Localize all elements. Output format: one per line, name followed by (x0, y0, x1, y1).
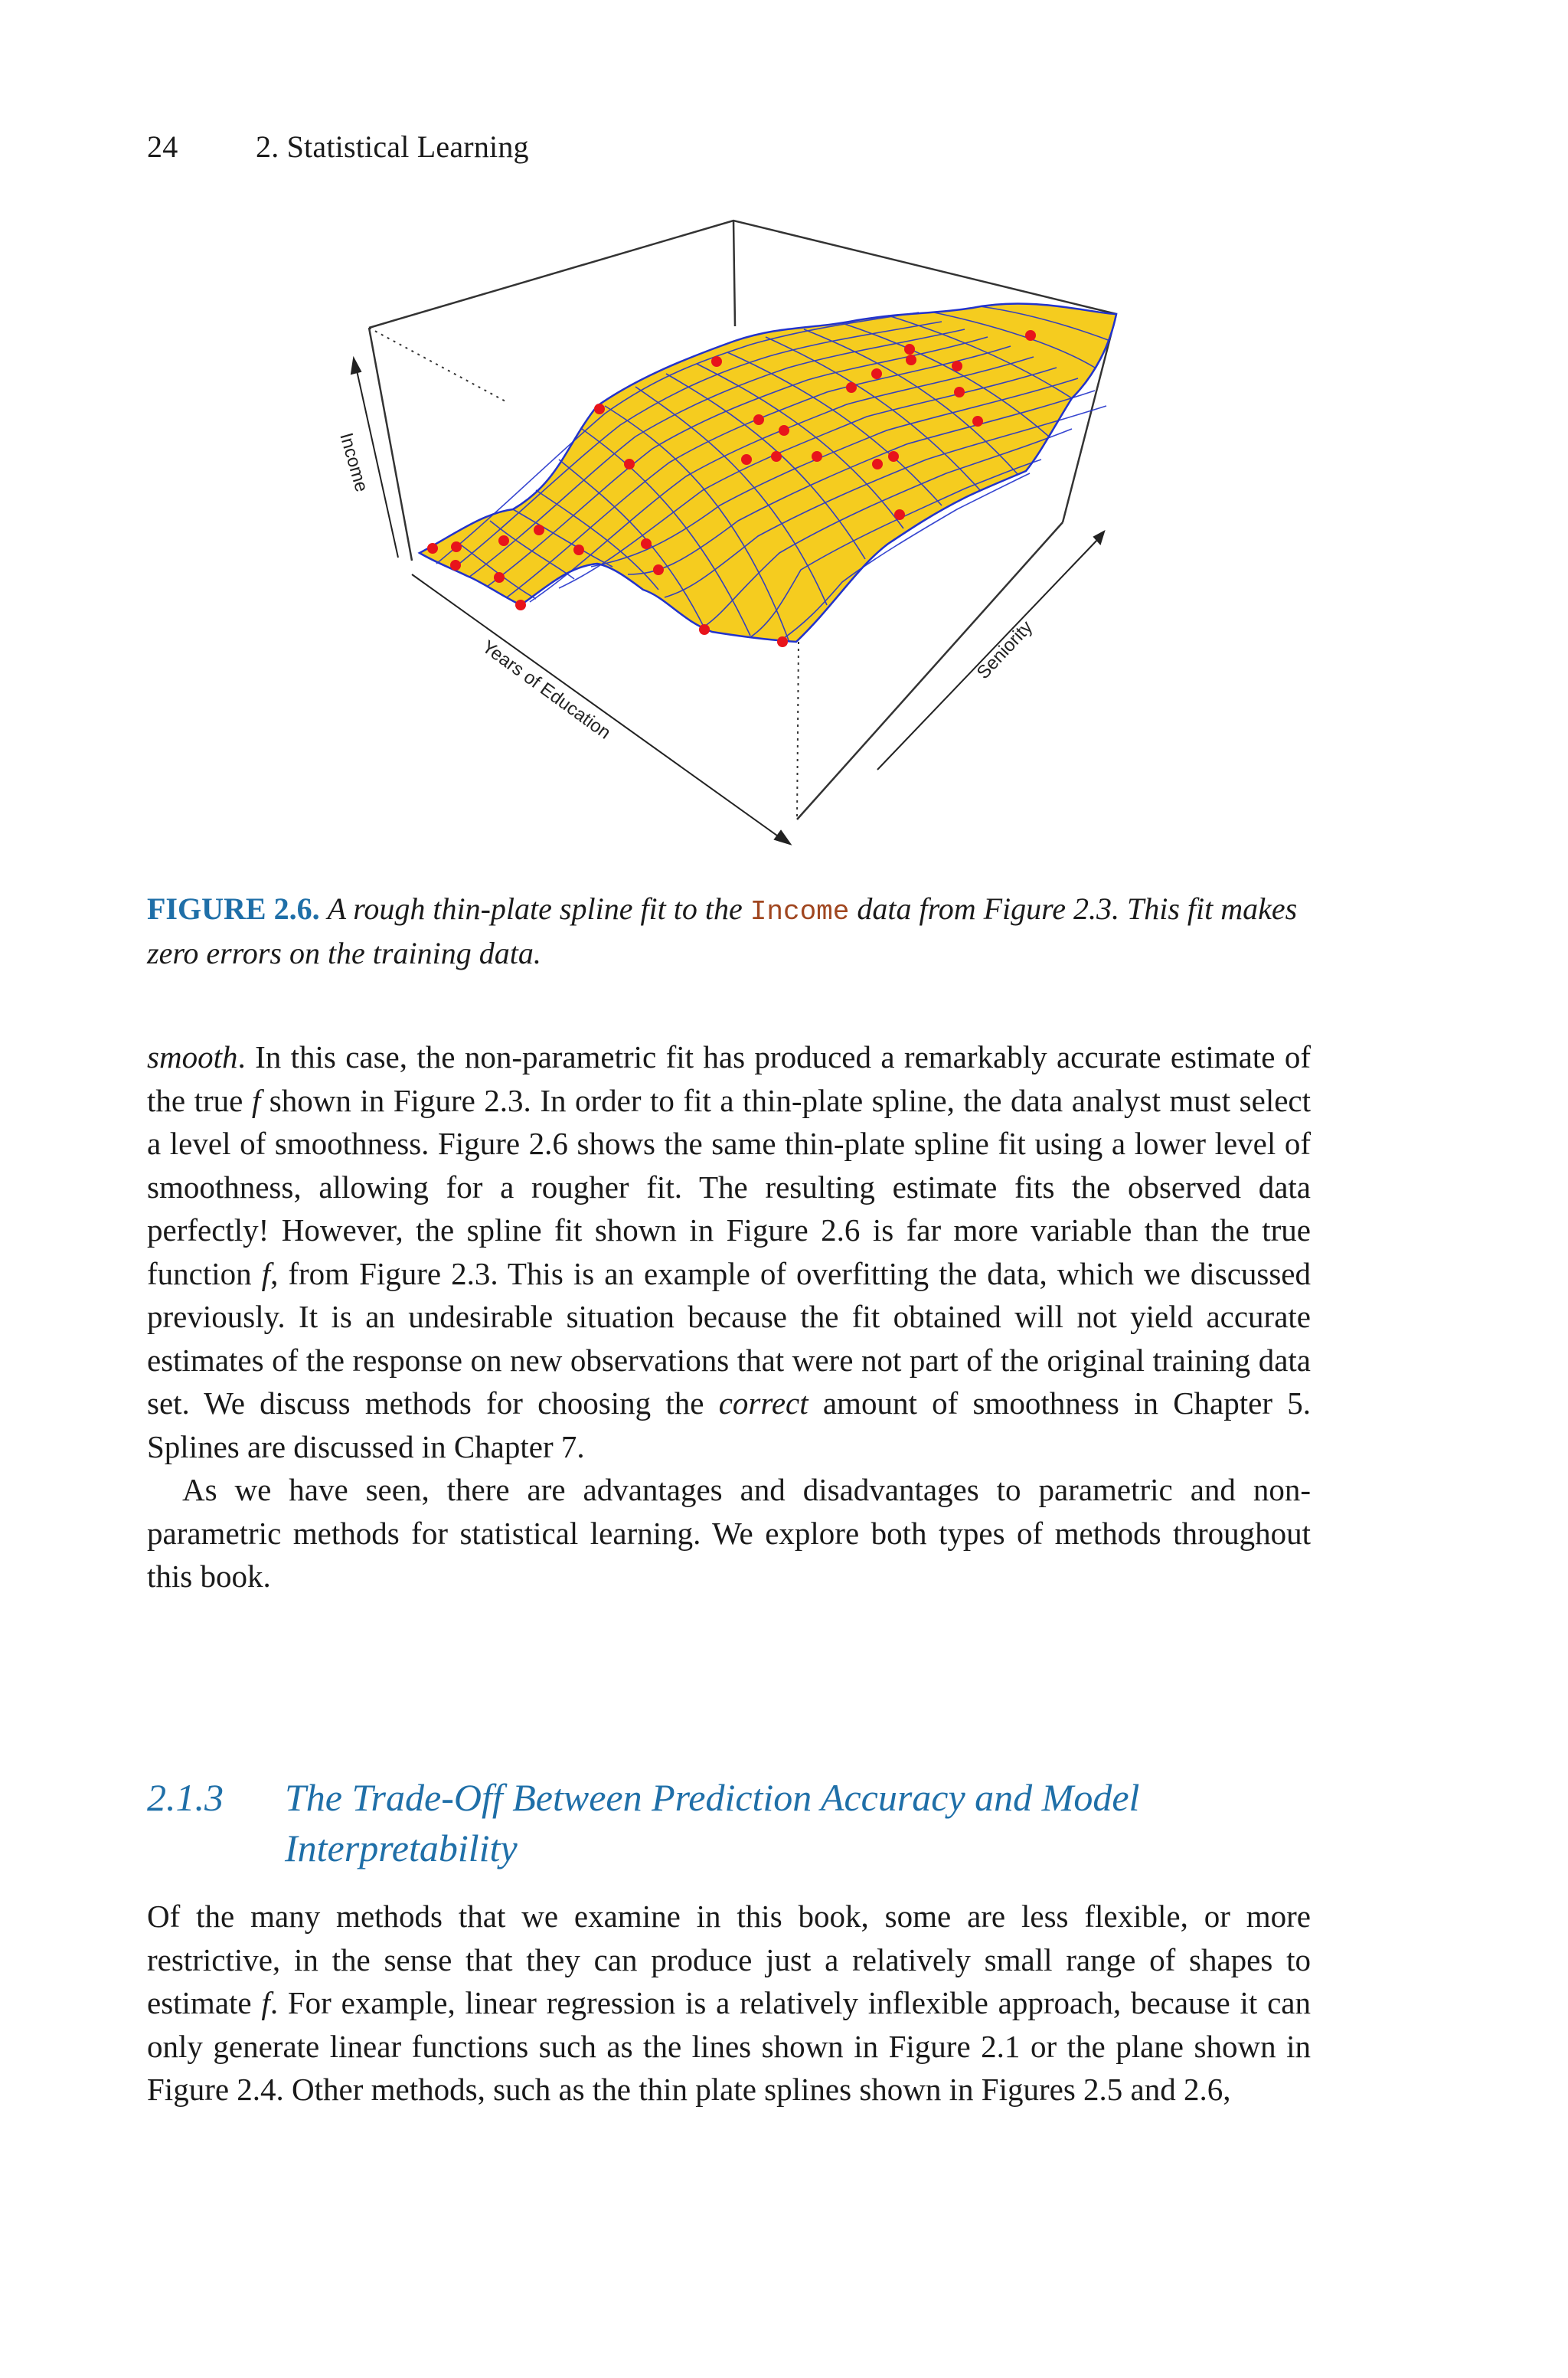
section-heading (147, 1772, 1341, 1873)
p1-text-c: , from Figure 2.3. This is an example of overfitting the data, which we discussed previously. It is an undesirable situation because the fit obtained will not yield accurate estimates of the response on new observations that were not part of the original training data set. We discuss methods for choosing the (147, 1255, 1311, 1421)
data-point (534, 525, 544, 535)
caption-text-1: A rough thin-plate spline fit to the (327, 891, 743, 926)
p1-text-b: shown in Figure 2.3. In order to fit a thin-plate spline, the data analyst must select a level of smoothness. Figure 2.6 shows the same thin-plate spline fit using a lower level of smoothness, allowing for a rougher fit. The resulting estimate fits the observed data perfectly! However, the spline fit shown in Figure 2.6 is far more variable than the true function (147, 1082, 1311, 1291)
box-back-dotted (369, 328, 507, 402)
body-paragraphs (147, 1035, 1311, 1598)
data-point (779, 425, 789, 436)
section-title-line2: Interpretability (285, 1827, 518, 1869)
chapter-title: 2. Statistical Learning (256, 129, 529, 164)
data-point (771, 451, 782, 462)
axis-label-income: Income (335, 430, 372, 495)
data-point (494, 572, 505, 583)
data-point (711, 356, 722, 367)
data-point (952, 361, 962, 371)
data-point (699, 624, 710, 635)
p1-text-a: . In this case, the non-parametric fit has produced a remarkably accurate estimate of the true (147, 1039, 1311, 1118)
education-axis-arrow (775, 831, 790, 844)
data-point (888, 451, 899, 462)
data-point (954, 387, 965, 397)
p3-text-a: Of the many methods that we examine in this book, some are less flexible, or more restrictive, in the sense that they can produce just a relatively small range of shapes to estimate (147, 1899, 1311, 2020)
figure-label: FIGURE 2.6. (147, 891, 320, 926)
p1-correct: correct (718, 1385, 808, 1421)
box-front-dotted-vertical (797, 642, 799, 819)
data-point (451, 541, 462, 552)
data-point (753, 414, 764, 425)
data-point (450, 560, 461, 571)
data-point (872, 459, 883, 469)
box-back-vertical (733, 221, 735, 326)
data-point (777, 636, 788, 647)
p1-text-d: amount of smoothness in Chapter 5. Splines are discussed in Chapter 7. (147, 1385, 1311, 1464)
data-point (515, 600, 526, 610)
axis-label-education: Years of Education (478, 636, 615, 744)
p1-f-2: f (261, 1255, 271, 1291)
data-point (624, 459, 635, 469)
page-number: 24 (147, 129, 178, 164)
section-number: 2.1.3 (147, 1776, 224, 1819)
data-point (653, 564, 664, 575)
paragraph-3 (147, 1895, 1311, 2111)
data-point (906, 355, 916, 365)
data-point (846, 382, 857, 393)
section-body (147, 1895, 1311, 2111)
paragraph-1 (147, 1035, 1311, 1468)
figure-caption (147, 888, 1311, 974)
data-point (871, 368, 882, 379)
data-point (641, 538, 652, 549)
data-point (904, 344, 915, 355)
p1-f-1: f (251, 1082, 261, 1118)
axis-label-seniority: Seniority (972, 617, 1037, 684)
income-axis-arrow (351, 358, 361, 374)
data-point (972, 416, 983, 427)
data-point (573, 545, 584, 555)
data-point (894, 509, 905, 520)
spline-surface-plot (306, 207, 1164, 858)
data-point (594, 404, 605, 414)
figure-2-6 (306, 207, 1164, 858)
paragraph-2: As we have seen, there are advantages and disadvantages to parametric and non-parametric methods for statistical learning. We explore both types of methods throughout this book. (147, 1472, 1311, 1594)
p3-f: f (261, 1985, 270, 2020)
data-point (498, 535, 509, 546)
p3-text-b: . For example, linear regression is a relatively inflexible approach, because it can only generate linear functions such as the lines shown in Figure 2.1 or the plane shown in Figure 2.4. Other methods, such as the thin plate splines shown in Figures 2.5 and 2.6, (147, 1985, 1311, 2107)
data-point (1025, 330, 1036, 341)
data-point (427, 543, 438, 554)
running-head (147, 129, 529, 165)
caption-code: Income (750, 896, 850, 927)
p1-smooth: smooth (147, 1039, 238, 1075)
data-point (812, 451, 822, 462)
caption-text-2: data from Figure 2.3. This fit makes zero errors on the training data. (147, 891, 1298, 970)
data-point (741, 454, 752, 465)
surface (420, 304, 1116, 643)
section-title-line1: The Trade-Off Between Prediction Accuracy and Model (285, 1776, 1140, 1819)
